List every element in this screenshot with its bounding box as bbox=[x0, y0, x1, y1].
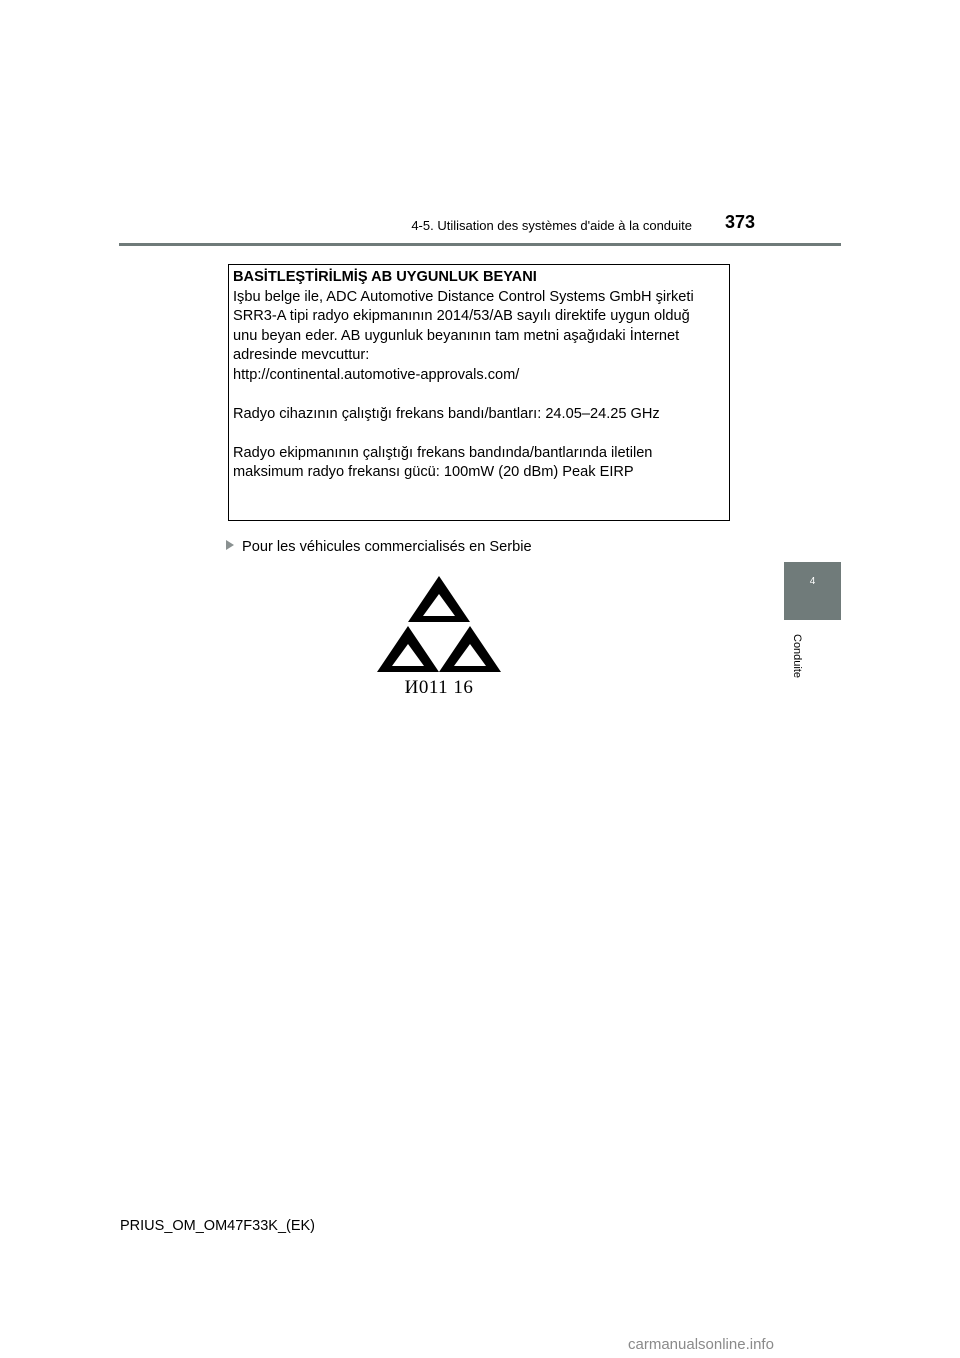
bullet-triangle-icon bbox=[226, 540, 234, 550]
watermark: carmanualsonline.info bbox=[628, 1336, 774, 1353]
declaration-power-line: maksimum radyo frekansı gücü: 100mW (20 dBm) Peak EIRP bbox=[233, 464, 634, 480]
header-divider bbox=[119, 243, 841, 246]
declaration-frequency: Radyo cihazının çalıştığı frekans bandı/bantları: 24.05–24.25 GHz bbox=[233, 405, 660, 422]
page-number: 373 bbox=[724, 212, 756, 232]
serbia-bullet bbox=[226, 539, 532, 555]
chapter-tab bbox=[784, 562, 841, 620]
declaration-url: http://continental.automotive-approvals.com/ bbox=[233, 366, 520, 383]
chapter-tab-label: Conduite bbox=[791, 634, 803, 679]
declaration-box bbox=[228, 264, 730, 521]
header-section-title: 4-5. Utilisation des systèmes d'aide à la conduite bbox=[411, 218, 692, 233]
footer-doc-code: PRIUS_OM_OM47F33K_(EK) bbox=[120, 1218, 316, 1234]
serbia-mark-code: И011 16 bbox=[404, 677, 474, 698]
declaration-line: Işbu belge ile, ADC Automotive Distance Control Systems GmbH şirketi bbox=[233, 288, 694, 305]
serbia-conformity-mark-icon bbox=[376, 574, 502, 674]
declaration-power-line: Radyo ekipmanının çalıştığı frekans bandında/bantlarında iletilen bbox=[233, 444, 653, 461]
spacer bbox=[233, 424, 725, 444]
serbia-bullet-text: Pour les véhicules commercialisés en Serbie bbox=[242, 539, 532, 555]
declaration-line: SRR3-A tipi radyo ekipmanının 2014/53/AB sayılı direktife uygun olduğ bbox=[233, 308, 690, 324]
declaration-line: adresinde mevcuttur: bbox=[233, 347, 370, 363]
declaration-title: BASİTLEŞTİRİLMİŞ AB UYGUNLUK BEYANI bbox=[233, 269, 537, 285]
spacer bbox=[233, 385, 725, 405]
chapter-tab-number: 4 bbox=[809, 576, 816, 587]
declaration-line: unu beyan eder. AB uygunluk beyanının tam metni aşağıdaki İnternet bbox=[233, 327, 680, 344]
